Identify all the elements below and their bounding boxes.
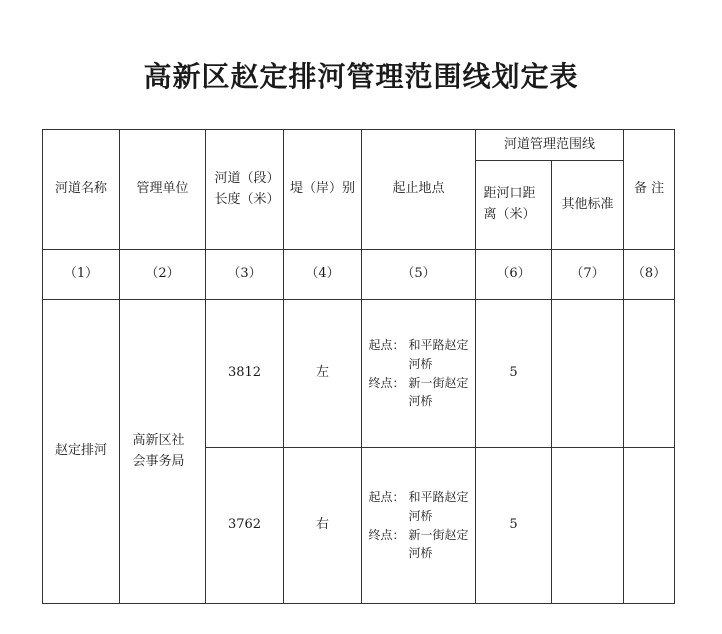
- header-length-text: 河道（段）长度（米）: [214, 170, 280, 207]
- river-name-cell: 赵定排河: [43, 300, 120, 604]
- header-river-name: 河道名称: [43, 130, 120, 250]
- segment-start-end-cell: [362, 300, 476, 448]
- end-point-label: 终点：: [368, 375, 405, 390]
- header-distance: [476, 161, 552, 250]
- column-number: （4）: [284, 250, 362, 300]
- column-number: （6）: [476, 250, 552, 300]
- segment-bank-cell: 左: [284, 300, 362, 448]
- end-point-place: 新一街赵定河桥: [408, 375, 469, 409]
- start-point-place: 和平路赵定河桥: [408, 490, 469, 523]
- segment-other-cell: [552, 448, 624, 604]
- end-point-label: 终点：: [368, 527, 405, 542]
- segment-distance-cell: 5: [476, 448, 552, 604]
- header-start-end: 起止地点: [362, 130, 476, 250]
- segment-length-cell: 3812: [206, 300, 284, 448]
- column-number-row: [43, 250, 675, 300]
- segment-start-end-cell: [362, 448, 476, 604]
- page-title: 高新区赵定排河管理范围线划定表: [143, 60, 579, 93]
- header-remarks: 备 注: [624, 130, 675, 250]
- end-point-line: [368, 526, 468, 563]
- management-unit-cell: [120, 300, 206, 604]
- segment-remarks-cell: [624, 448, 675, 604]
- table-row: [43, 300, 675, 448]
- end-point-line: [368, 374, 468, 411]
- segment-other-cell: [552, 300, 624, 448]
- start-point-line: [368, 488, 468, 525]
- start-point-label: 起点：: [368, 490, 405, 505]
- segment-remarks-cell: [624, 300, 675, 448]
- start-point-label: 起点：: [368, 338, 405, 353]
- river-range-table: [42, 129, 675, 604]
- header-range-group: 河道管理范围线: [476, 130, 624, 161]
- header-length: [206, 130, 284, 250]
- header-bank: 堤（岸）别: [284, 130, 362, 250]
- column-number: （5）: [362, 250, 476, 300]
- start-point-place: 和平路赵定河桥: [408, 338, 469, 371]
- column-number: （2）: [120, 250, 206, 300]
- segment-length-cell: 3762: [206, 448, 284, 604]
- start-point-line: [368, 336, 468, 373]
- end-point-place: 新一街赵定河桥: [408, 527, 469, 561]
- header-management-unit: 管理单位: [120, 130, 206, 250]
- segment-endpoints: [368, 336, 468, 410]
- segment-distance-cell: 5: [476, 300, 552, 448]
- column-number: （8）: [624, 250, 675, 300]
- header-other-standard: 其他标准: [552, 161, 624, 250]
- column-number: （1）: [43, 250, 120, 300]
- management-unit-text: 高新区社会事务局: [132, 432, 185, 469]
- column-number: （3）: [206, 250, 284, 300]
- column-number: （7）: [552, 250, 624, 300]
- segment-bank-cell: 右: [284, 448, 362, 604]
- segment-endpoints: [368, 488, 468, 562]
- header-distance-text: 距河口距离（米）: [483, 186, 536, 222]
